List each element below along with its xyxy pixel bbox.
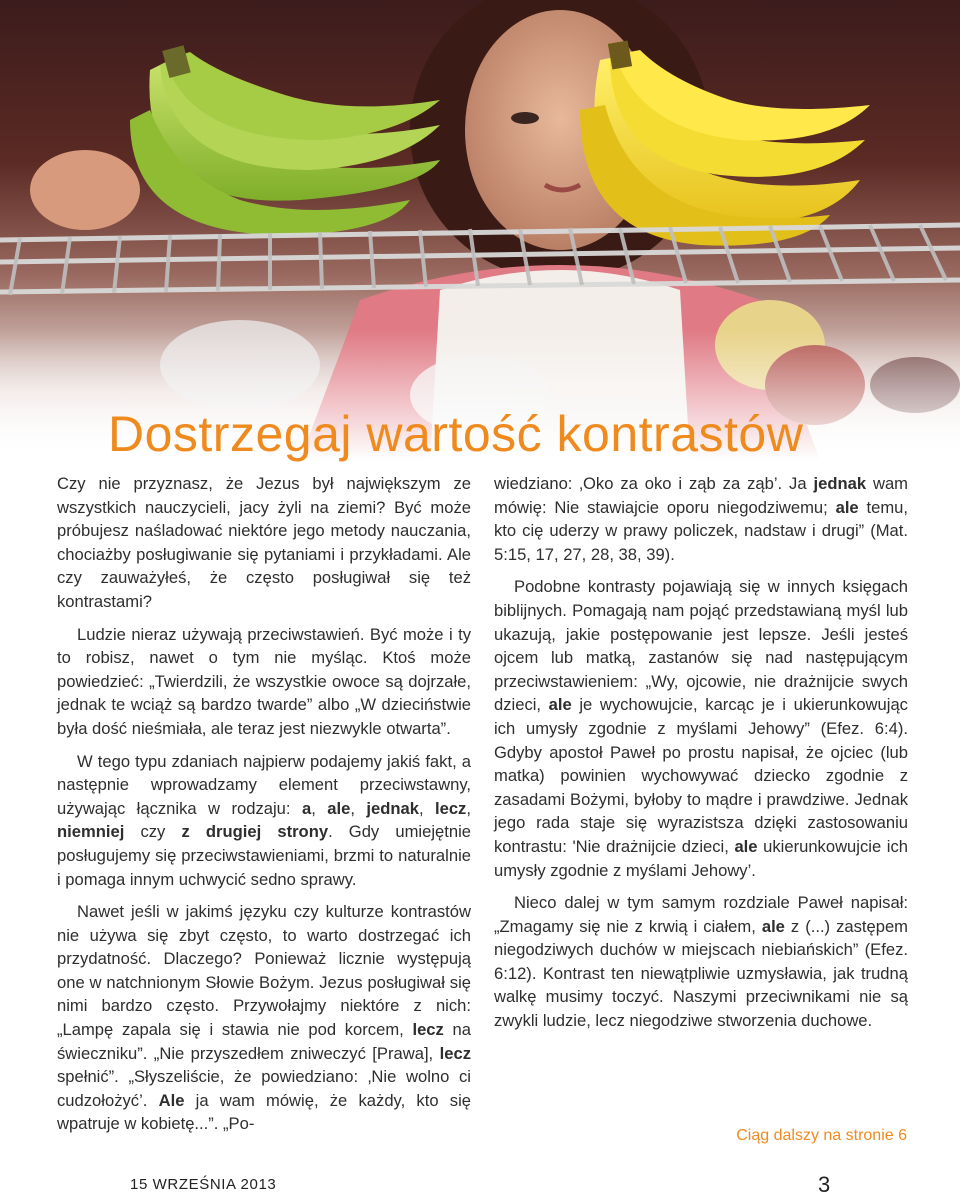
paragraph [57, 900, 471, 1136]
text-run: Czy nie przyznasz, że Jezus był największym ze wszystkich nauczycieli, jacy żyli na ziemi? Być może próbujesz naśladować niektóre jego metody nauczania, chociażby posługiwanie się pytaniami i przykładami. Ale czy zauważyłeś, że często posługiwał się też kontrastami? [57, 474, 471, 611]
text-run: W tego typu zdaniach najpierw podajemy jakiś fakt, a następnie wprowadzamy element przeciwstawny, używając łącznika w rodzaju: [57, 751, 471, 818]
left-column [57, 472, 471, 1145]
bold-connector: niemniej [57, 822, 125, 842]
article-title: Dostrzegaj wartość kontrastów [108, 406, 804, 462]
text-run: czy [124, 822, 182, 842]
bananas-on-shelf-photo [0, 0, 960, 460]
text-run: Nieco dalej w tym samym rozdziale Paweł napisał: „Zmagamy się nie z krwią i ciałem, [494, 893, 908, 936]
paragraph [57, 750, 471, 892]
bold-connector: ale [761, 916, 785, 936]
paragraph [494, 575, 908, 882]
text-run: spełnić”. „Słyszeliście, że powiedziano: ‚Nie wolno ci cudzołożyć’. [57, 1067, 471, 1110]
bold-connector: ale [327, 798, 351, 818]
bold-connector: ale [835, 497, 859, 517]
bold-connector: z drugiej strony [181, 822, 329, 842]
text-run: Podobne kontrasty pojawiają się w innych księgach biblijnych. Pomagają nam pojąć przedstawianą myśl lub ukazują, jakie postępowanie jest lepsze. Jeśli jesteś ojcem lub matką, zastanów się nad następującym przeciwstawieniem: „Wy, ojcowie, nie drażnijcie swych dzieci, [494, 577, 908, 715]
bold-connector: ale [734, 836, 758, 856]
text-run: temu, kto cię uderzy w prawy policzek, nadstaw i drugi” (Mat. 5:15, 17, 27, 28, 38, 39). [494, 497, 908, 564]
text-run: z (...) zastępem niegodziwych duchów w miejscach niebiańskich” (Efez. 6:12). Kontrast ten niewątpliwie uzmysławia, jak trudną walkę musimy toczyć. Naszymi przeciwnikami nie są zwykli ludzie, lecz niegodziwe stworzenia duchowe. [494, 916, 909, 1031]
hero-photo [0, 0, 960, 460]
footer-date: 15 WRZEŚNIA 2013 [130, 1176, 277, 1193]
text-run: wam mówię: Nie stawiajcie oporu niegodziwemu; [494, 474, 908, 517]
text-run: Ludzie nieraz używają przeciwstawień. Być może i ty to robisz, nawet o tym nie myśląc. Ktoś może powiedzieć: „Twierdzili, że wszystkie owoce są dojrzałe, jednak te wciąż są bardzo twarde” albo „W dzieciństwie była dość nieśmiała, ale teraz jest niezwykle otwarta”. [57, 624, 471, 738]
right-column [494, 472, 908, 1042]
text-run: je wychowujcie, karcąc je i ukierunkowując ich umysły zgodnie z myślami Jehowy” (Efez. 6:4). Gdyby apostoł Paweł po prostu napisał, że ojciec (lub matka) powinien wychowywać dziecko zgodnie z zasadami Bożymi, byłoby to mądre i prawdziwe. Jednak jego rada staje się wyrazistsza dzięki zastosowaniu kontrastu: 'Nie drażnijcie dzieci, [494, 695, 908, 856]
paragraph [57, 472, 471, 614]
text-run: , [350, 798, 367, 818]
text-run: na świeczniku”. „Nie przyszedłem zniweczyć [Prawa], [57, 1020, 471, 1063]
text-run: ja wam mówię, że każdy, kto się wpatruje w kobietę...”. „Po- [57, 1090, 471, 1134]
text-run: ukierunkowujcie ich umysły zgodnie z myślami Jehowy’. [494, 836, 908, 880]
bold-connector: ale [548, 695, 572, 715]
bold-connector: jednak [366, 798, 419, 818]
paragraph [494, 472, 908, 566]
bold-connector: Ale [158, 1090, 185, 1110]
text-run: Nawet jeśli w jakimś języku czy kulturze kontrastów nie używa się zbyt często, to warto dostrzegać ich przydatność. Dlaczego? Ponieważ licznie występują one w natchnionym Słowie Bożym. Jezus posługiwał się nimi bardzo często. Przywołajmy niektóre z nich: „Lampę zapala się i stawia nie pod korcem, [57, 902, 471, 1040]
bold-connector: a [301, 798, 312, 818]
paragraph [57, 623, 471, 741]
page-number: 3 [818, 1172, 831, 1196]
continued-note: Ciąg dalszy na stronie 6 [736, 1127, 907, 1144]
paragraph [494, 891, 908, 1033]
text-run: , [418, 798, 435, 818]
bold-connector: jednak [813, 474, 867, 493]
text-run: . Gdy umiejętnie posługujemy się przeciwstawieniami, brzmi to naturalnie i pomaga innym uchwycić sedno sprawy. [57, 822, 471, 889]
bold-connector: lecz [434, 798, 467, 818]
bold-connector: lecz [439, 1043, 471, 1063]
text-run: wiedziano: ‚Oko za oko i ząb za ząb’. Ja [494, 474, 814, 493]
bold-connector: lecz [412, 1020, 444, 1040]
text-run: , [466, 798, 471, 818]
text-run: , [311, 798, 328, 818]
